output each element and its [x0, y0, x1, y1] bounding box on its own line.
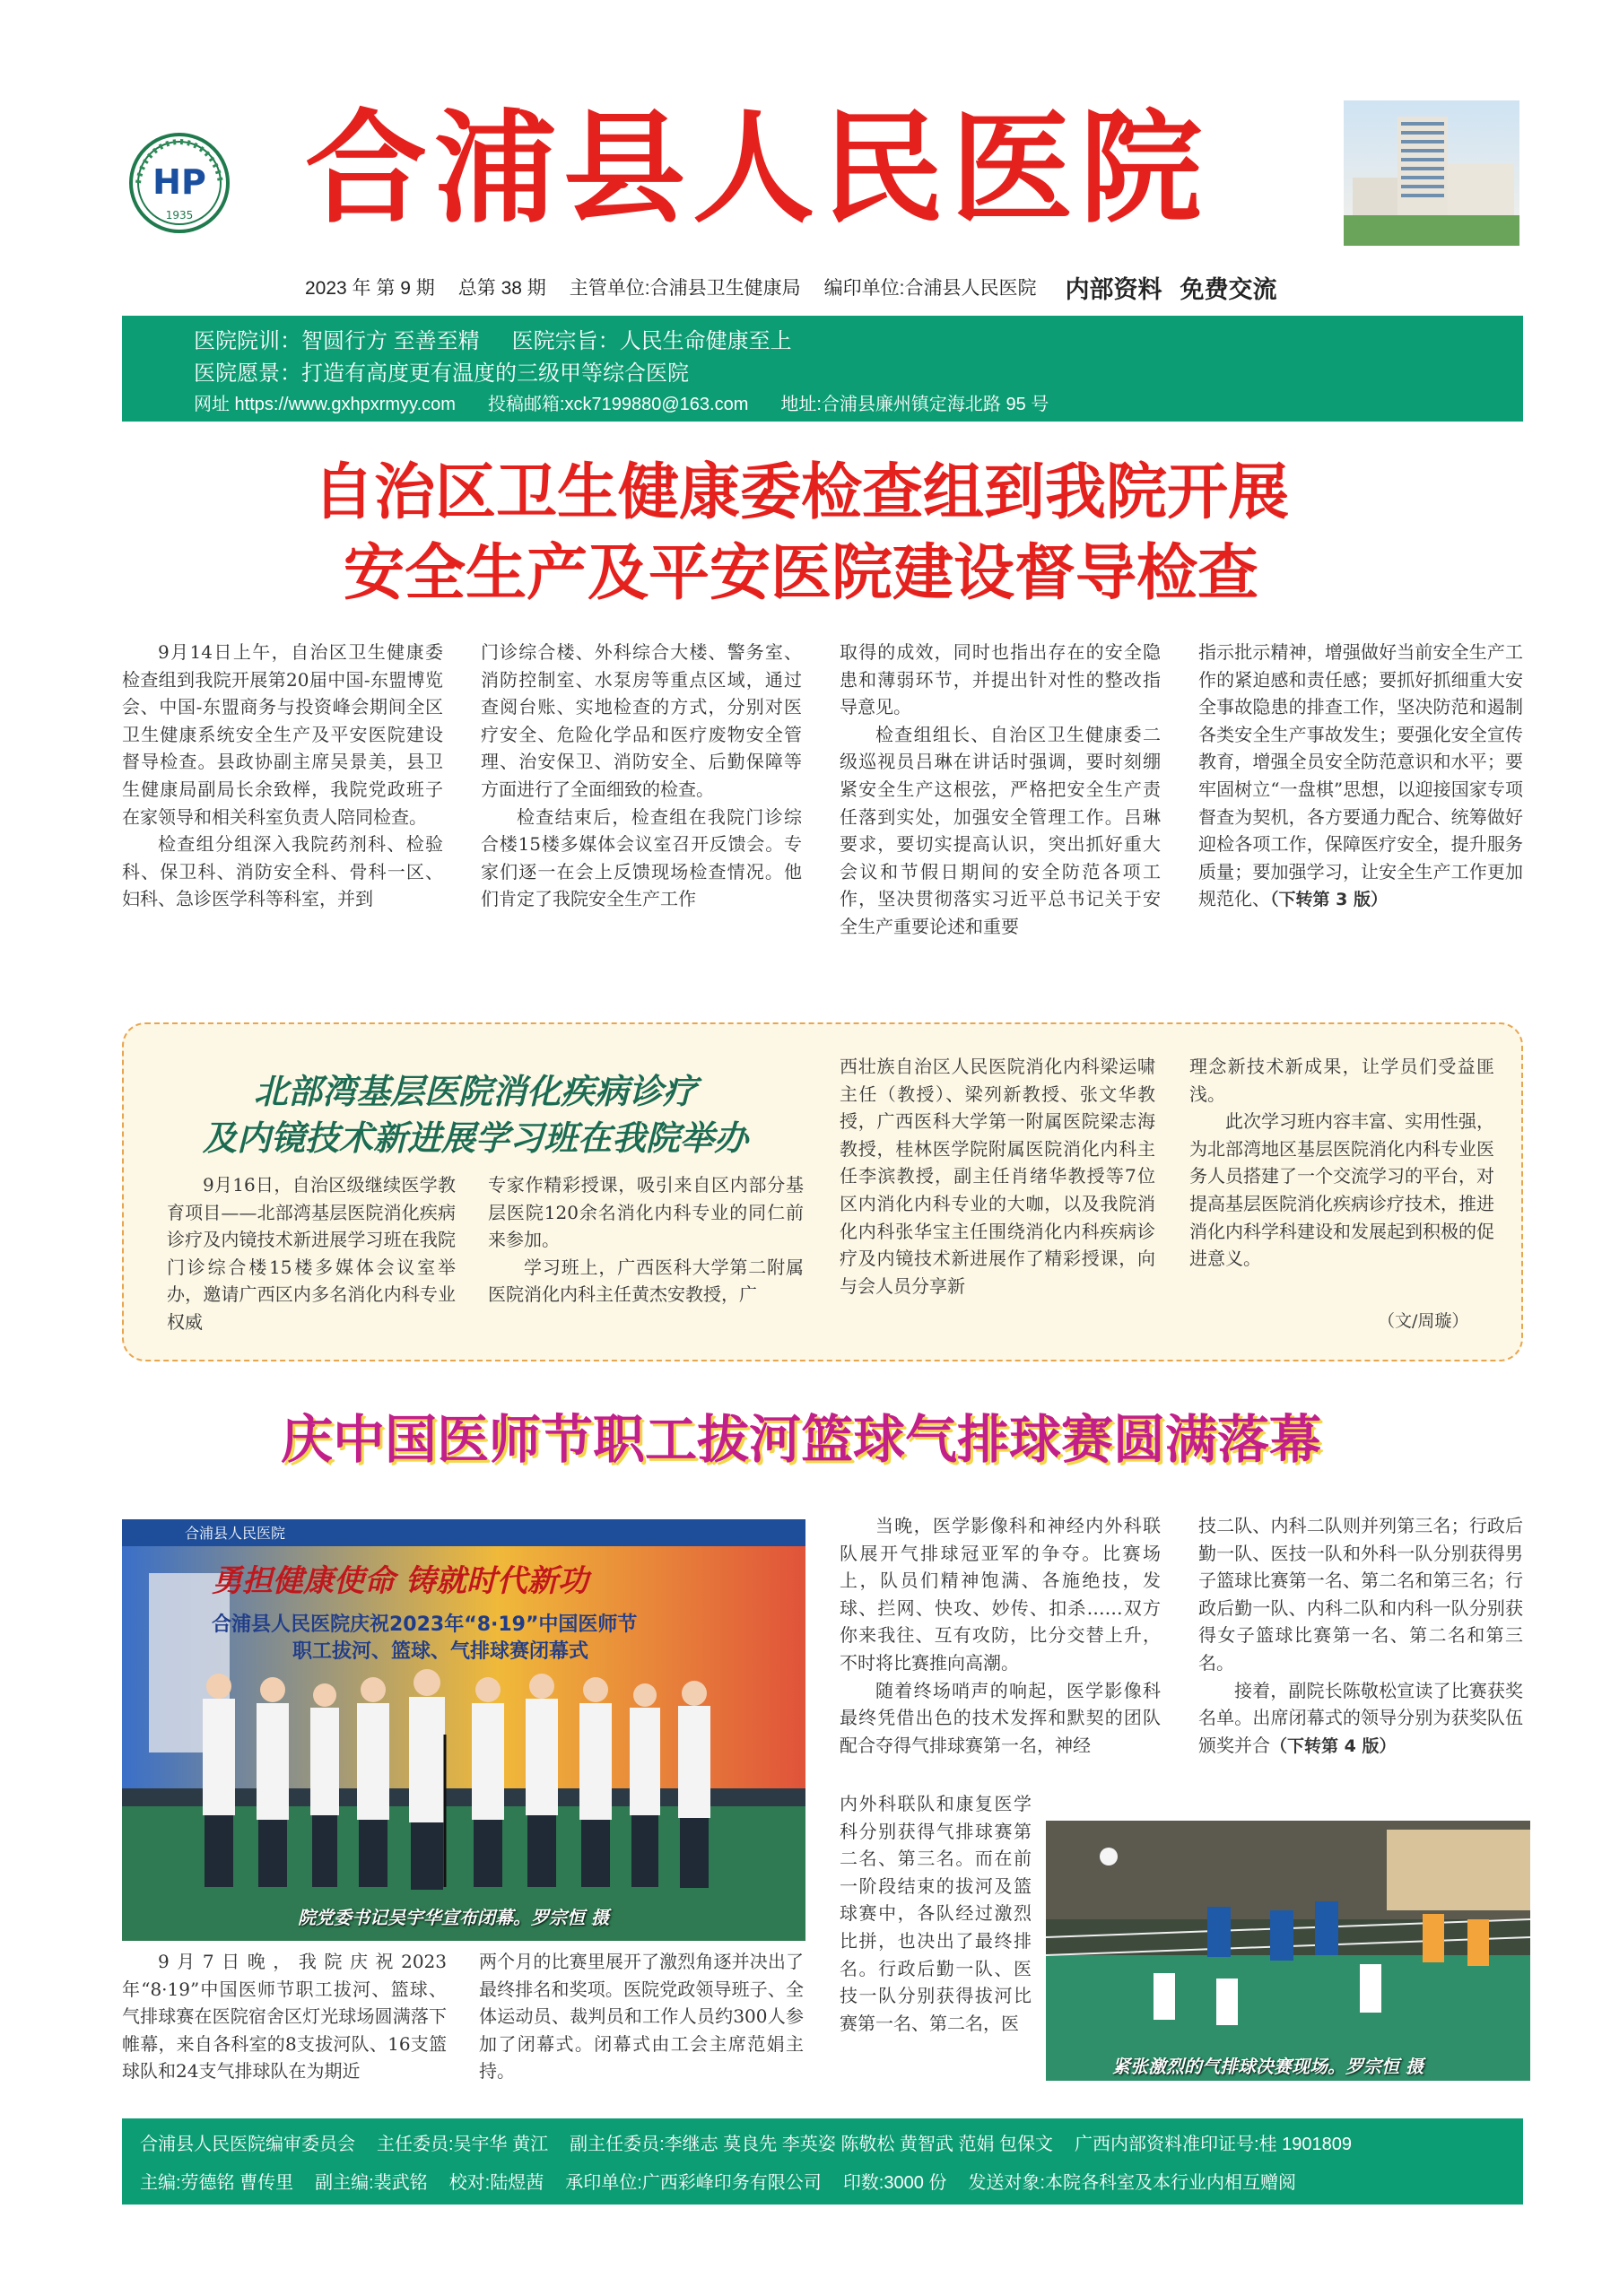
- continued-note: （下转第 4 版）: [1270, 1735, 1397, 1756]
- photo1-caption: 院党委书记吴宇华宣布闭幕。罗宗恒 摄: [298, 1907, 609, 1928]
- article3-column-3: [840, 1512, 1161, 1787]
- volleyball-final-photo: [1046, 1821, 1530, 2081]
- ceremony-banner-slogan: 勇担健康使命 铸就时代新功: [212, 1563, 588, 1599]
- article3-column-4: [1198, 1512, 1523, 1794]
- ceremony-banner-event: 合浦县人民医院庆祝2023年“8·19”中国医师节: [212, 1613, 638, 1636]
- article1-column-4: [1198, 639, 1523, 969]
- continued-note: （下转第 3 版）: [1270, 890, 1388, 910]
- committee-director: 主任委员:吴宇华 黄江: [377, 2135, 549, 2154]
- article2-column-2: [488, 1171, 804, 1342]
- article3-column-2: [479, 1948, 804, 2092]
- article2-title-line1: 北部湾基层医院消化疾病诊疗: [253, 1071, 697, 1111]
- article2-author: （文/周璇）: [1378, 1311, 1469, 1331]
- newspaper-masthead-title: 合浦县人民医院: [305, 97, 1209, 240]
- article2-column-1: [167, 1171, 456, 1342]
- issue-info-line: [305, 271, 1471, 303]
- paragraph: 检查组组长、自治区卫生健康委二级巡视员吕琳在讲话时强调，要时刻绷紧安全生产这根弦，严格把安全生产责任落到实处，加强安全管理工作。吕琳要求，要切实提高认识，突出抓好重大会议和节假日期间的安全防范各项工作，坚决贯彻落实习近平总书记关于安全生产重要论述和重要: [840, 723, 1161, 937]
- paragraph: 当晚，医学影像科和神经内外科联队展开气排球冠亚军的争夺。比赛场上，队员们精神饱满、各施绝技，发球、拦网、快攻、妙传、扣杀……双方你来我往、互有攻防，比分交替上升，不时将比赛推向高潮。: [840, 1515, 1161, 1674]
- proofreader: 校对:陆煜茜: [448, 2173, 544, 2193]
- motto-bar: [122, 316, 1523, 422]
- article1-column-1: [122, 639, 443, 969]
- ceremony-banner-header: 合浦县人民医院: [185, 1525, 286, 1542]
- chief-editor: 主编:劳德铭 曹传里: [140, 2173, 294, 2193]
- article2-column-3: [840, 1053, 1155, 1342]
- committee-vice-directors: 副主任委员:李继志 莫良先 李英姿 陈敬松 黄智武 范娟 包保文: [570, 2135, 1054, 2154]
- vice-editor: 副主编:裴武铭: [315, 2173, 428, 2193]
- editorial-committee: 合浦县人民医院编审委员会: [140, 2135, 355, 2154]
- paragraph: 西壮族自治区人民医院消化内科梁运啸主任（教授）、梁列新教授、张文华教授，广西医科大学第一附属医院梁志海教授，桂林医学院附属医院消化内科主任李滨教授，副主任肖绪华教授等7位区内消化内科专业的大咖，以及我院消化内科张华宝主任围绕消化内科疾病诊疗及内镜技术新进展作了精彩授课，向与会人员分享新: [840, 1056, 1155, 1297]
- address-text: 地址:合浦县廉州镇定海北路 95 号: [780, 395, 1049, 414]
- paragraph: 取得的成效，同时也指出存在的安全隐患和薄弱环节，并提出针对性的整改指导意见。: [840, 641, 1161, 718]
- paragraph: 检查组分组深入我院药剂科、检验科、保卫科、消防安全科、骨科一区、妇科、急诊医学科等科室，并到: [122, 833, 443, 910]
- article3-title: 庆中国医师节职工拔河篮球气排球赛圆满落幕: [280, 1409, 1321, 1470]
- paragraph: 理念新技术新成果，让学员们受益匪浅。: [1189, 1056, 1494, 1105]
- paragraph: 检查结束后，检查组在我院门诊综合楼15楼多媒体会议室召开反馈会。专家们逐一在会上反馈现场检查情况。他们肯定了我院安全生产工作: [481, 805, 802, 910]
- paragraph: 门诊综合楼、外科综合大楼、警务室、消防控制室、水泵房等重点区域，通过查阅台账、实地检查的方式，分别对医疗安全、危险化学品和医疗废物安全管理、治安保卫、消防安全、后勤保障等方面进行了全面细致的检查。: [481, 641, 802, 800]
- article1-column-2: [481, 639, 802, 969]
- motto-row-1: [194, 323, 792, 354]
- print-copies: 印数:3000 份: [842, 2173, 947, 2193]
- issue-number: 2023 年 第 9 期: [305, 278, 435, 299]
- hospital-vision: 医院愿景：打造有高度更有温度的三级甲等综合医院: [194, 361, 689, 386]
- ceremony-photo-art: [122, 1519, 805, 1941]
- editorial-footer: [122, 2118, 1523, 2205]
- distribution: 发送对象:本院各科室及本行业内相互赠阅: [968, 2173, 1296, 2193]
- printer: 承印单位:广西彩峰印务有限公司: [565, 2173, 822, 2193]
- closing-ceremony-photo: [122, 1519, 805, 1941]
- paragraph: [1198, 1677, 1523, 1761]
- paragraph: 技二队、内科二队则并列第三名；行政后勤一队、医技一队和外科一队分别获得男子篮球比赛第一名、第二名和第三名；行政后勤一队、内科二队和内科一队分别获得女子篮球比赛第一名、第二名和第三名。: [1198, 1515, 1523, 1674]
- paragraph: 此次学习班内容丰富、实用性强，为北部湾地区基层医院消化内科专业医务人员搭建了一个交流学习的平台，对提高基层医院消化疾病诊疗技术，推进消化内科学科建设和发展起到积极的促进意义。: [1189, 1110, 1494, 1270]
- hospital-tenet: 医院宗旨：人民生命健康至上: [511, 329, 792, 353]
- logo-year: 1935: [165, 209, 194, 222]
- article1-column-3: [840, 639, 1161, 969]
- footer-row-2: [140, 2168, 1296, 2194]
- article1-title-line1: 自治区卫生健康委检查组到我院开展: [312, 457, 1289, 528]
- issue-total: 总第 38 期: [457, 278, 546, 299]
- article3-column-1: [122, 1948, 447, 2092]
- photo2-caption: 紧张激烈的气排球决赛现场。罗宗恒 摄: [1112, 2056, 1424, 2077]
- paragraph: 随着终场哨声的响起，医学影像科最终凭借出色的技术发挥和默契的团队配合夺得气排球赛第一名，神经: [840, 1679, 1161, 1756]
- website-link[interactable]: 网址 https://www.gxhpxrmyy.com: [194, 395, 456, 414]
- article2-title-line2: 及内镜技术新进展学习班在我院举办: [202, 1118, 748, 1158]
- paragraph: 9月7日晚，我院庆祝2023年“8·19”中国医师节职工拔河、篮球、气排球赛在医院宿舍区灯光球场圆满落下帷幕，来自各科室的8支拔河队、16支篮球队和24支气排球队在为期近: [122, 1951, 447, 2083]
- supervisor-unit: 主管单位:合浦县卫生健康局: [569, 278, 801, 299]
- hospital-building-photo: [1344, 100, 1519, 246]
- ceremony-banner-event2: 职工拔河、篮球、气排球赛闭幕式: [292, 1640, 589, 1663]
- footer-row-1: [140, 2129, 1352, 2155]
- paragraph-text: 接着，副院长陈敬松宣读了比赛获奖名单。出席闭幕式的领导分别为获奖队伍颁奖并合: [1198, 1679, 1523, 1756]
- editor-unit: 编印单位:合浦县人民医院: [823, 278, 1037, 299]
- contact-row: [194, 389, 1049, 415]
- paragraph: 内外科联队和康复医学科分别获得气排球赛第二名、第三名。而在前一阶段结束的拔河及篮球赛中，各队经过激烈比拼，也决出了最终排名。行政后勤一队、医技一队分别获得拔河比赛第一名、第二名，医: [840, 1793, 1032, 2034]
- paragraph: 专家作精彩授课，吸引来自区内部分基层医院120余名消化内科专业的同仁前来参加。: [488, 1174, 804, 1251]
- print-permit: 广西内部资料准印证号:桂 1901809: [1075, 2135, 1353, 2154]
- internal-tag: 内部资料: [1065, 275, 1162, 303]
- paragraph: 指示批示精神，增强做好当前安全生产工作的紧迫感和责任感；要抓好抓细重大安全事故隐患的排查工作，坚决防范和遏制各类安全生产事故发生；要强化安全宣传教育，增强全员安全防范意识和水平；要牢固树立“一盘棋”思想，以迎接国家专项督查为契机，各方要通力配合、统筹做好迎检各项工作，保障医疗安全，提升服务质量；要加强学习，让安全生产工作更加规范化、: [1198, 641, 1523, 910]
- volleyball-photo-art: [1046, 1821, 1530, 2081]
- article3-column-3b: [840, 1790, 1032, 2092]
- article1-title-line2: 安全生产及平安医院建设督导检查: [343, 538, 1258, 609]
- paragraph: 学习班上，广西医科大学第二附属医院消化内科主任黄杰安教授，广: [488, 1256, 804, 1306]
- paragraph: 9月14日上午，自治区卫生健康委检查组到我院开展第20届中国-东盟博览会、中国-东盟商务与投资峰会期间全区卫生健康系统安全生产及平安医院建设督导检查。县政协副主席吴景美，县卫生健康局副局长余致榉，我院党政班子在家领导和相关科室负责人陪同检查。: [122, 641, 443, 828]
- article2-column-4: [1189, 1053, 1494, 1313]
- paragraph: 9月16日，自治区级继续医学教育项目——北部湾基层医院消化疾病诊疗及内镜技术新进展学习班在我院门诊综合楼15楼多媒体会议室举办，邀请广西区内多名消化内科专业权威: [167, 1174, 456, 1333]
- email-link[interactable]: 投稿邮箱:xck7199880@163.com: [487, 395, 749, 414]
- hospital-motto: 医院院训：智圆行方 至善至精: [194, 329, 480, 353]
- hospital-logo-icon: [122, 131, 237, 235]
- paragraph: 两个月的比赛里展开了激烈角逐并决出了最终排名和奖项。医院党政领导班子、全体运动员、裁判员和工作人员约300人参加了闭幕式。闭幕式由工会主席范娟主持。: [479, 1951, 804, 2083]
- free-tag: 免费交流: [1180, 275, 1277, 303]
- logo-letters: HP: [152, 162, 206, 202]
